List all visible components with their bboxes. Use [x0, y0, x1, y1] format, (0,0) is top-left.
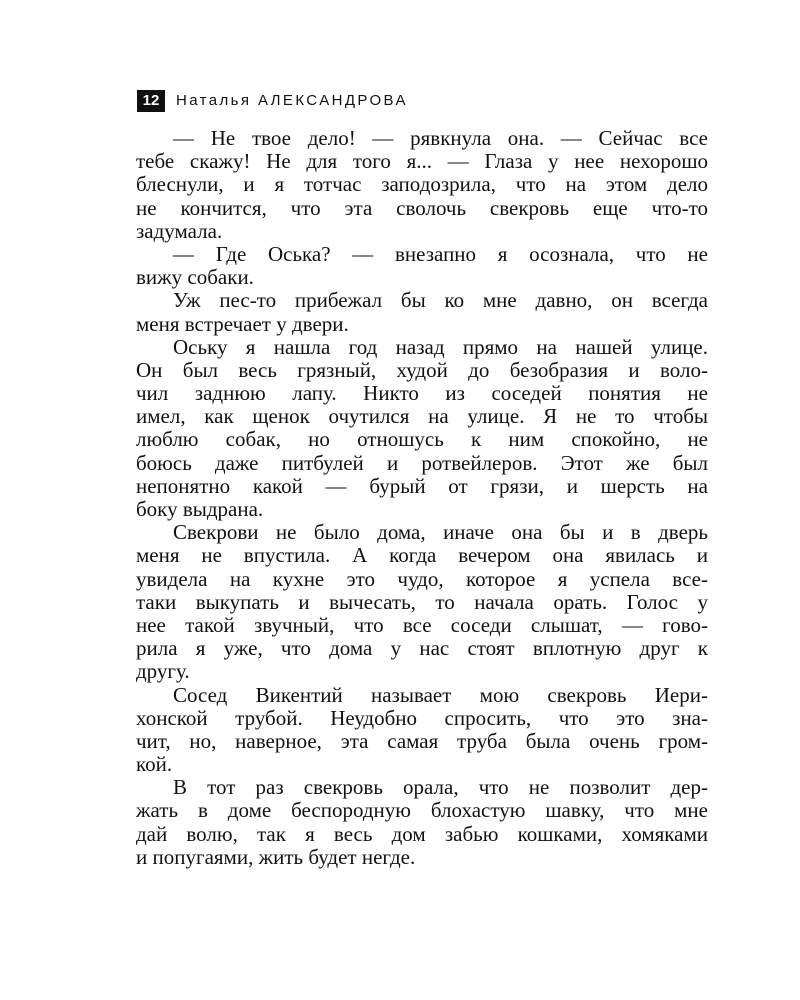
paragraph [136, 684, 708, 777]
text-line: боку выдрана. [136, 497, 264, 521]
text-line: не кончится, что эта сволочь свекровь еще что-то [136, 195, 708, 220]
text-line: Он был весь грязный, худой до безобразия и воло- [136, 357, 708, 382]
text-line: — Где Оська? — внезапно я осознала, что не [173, 241, 708, 266]
paragraph [136, 289, 708, 335]
text-line: В тот раз свекровь орала, что не позволит дер- [173, 775, 708, 800]
text-line: другу. [136, 659, 190, 684]
text-line: нее такой звучный, что все соседи слышат, — гово- [136, 612, 708, 637]
text-line: Свекрови не было дома, иначе она бы и в дверь [173, 520, 708, 545]
text-line: задумала. [136, 218, 223, 243]
paragraph [136, 127, 708, 243]
text-line: Уж пес-то прибежал бы ко мне давно, он всегда [173, 288, 708, 313]
body-text [136, 127, 708, 869]
page-header [137, 89, 408, 113]
text-line: таки выкупать и вычесать, то начала орать. Голос у [136, 589, 708, 614]
paragraph [136, 776, 708, 869]
text-line: Оську я нашла год назад прямо на нашей улице. [173, 334, 708, 359]
text-line: чил заднюю лапу. Никто из соседей понятия не [136, 381, 708, 406]
text-line: чит, но, наверное, эта самая труба была очень гром- [136, 728, 708, 753]
page-number: 12 [137, 90, 165, 112]
text-line: люблю собак, но отношусь к ним спокойно, не [136, 427, 708, 452]
paragraph [136, 521, 708, 683]
paragraph [136, 336, 708, 522]
text-line: и попугаями, жить будет негде. [136, 844, 416, 869]
text-line: меня не впустила. А когда вечером она явилась и [136, 543, 708, 568]
text-line: дай волю, так я весь дом забью кошками, хомяками [136, 821, 708, 846]
text-line: тебе скажу! Не для того я... — Глаза у нее нехорошо [136, 149, 708, 174]
paragraph [136, 243, 708, 289]
text-line: кой. [136, 752, 173, 777]
text-line: рила я уже, что дома у нас стоят вплотную друг к [136, 636, 708, 661]
text-line: Сосед Викентий называет мою свекровь Иери- [173, 682, 708, 707]
text-line: блеснули, и я тотчас заподозрила, что на этом дело [136, 172, 708, 197]
text-line: вижу собаки. [136, 265, 254, 290]
text-line: имел, как щенок очутился на улице. Я не то чтобы [136, 404, 708, 429]
running-head-author: Наталья АЛЕКСАНДРОВА [176, 92, 408, 109]
text-line: жать в доме беспородную блохастую шавку, что мне [136, 798, 708, 823]
text-line: хонской трубой. Неудобно спросить, что это зна- [136, 705, 708, 730]
text-line: увидела на кухне это чудо, которое я успела все- [136, 566, 708, 591]
text-line: боюсь даже питбулей и ротвейлеров. Этот же был [136, 450, 708, 475]
text-line: непонятно какой — бурый от грязи, и шерсть на [136, 473, 708, 498]
text-line: меня встречает у двери. [136, 311, 349, 336]
text-line: — Не твое дело! — рявкнула она. — Сейчас все [173, 126, 708, 150]
